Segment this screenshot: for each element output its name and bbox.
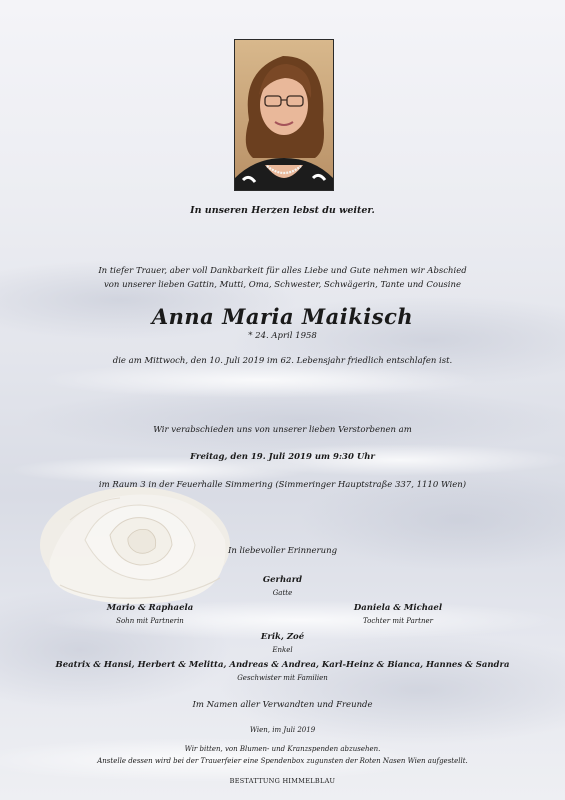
place-date: Wien, im Juli 2019	[249, 726, 316, 734]
son-name: Mario & Raphaela	[106, 603, 194, 613]
portrait-photo	[234, 39, 334, 191]
intro-line-1: In tiefer Trauer, aber voll Dankbarkeit für alles Liebe und Gute nehmen wir Abschied	[98, 266, 467, 276]
grandchildren-name: Erik, Zoé	[260, 632, 305, 642]
death-line: die am Mittwoch, den 10. Juli 2019 im 62. Lebensjahr friedlich entschlafen ist.	[112, 356, 453, 366]
siblings-role: Geschwister mit Familien	[237, 674, 328, 682]
husband-name: Gerhard	[262, 575, 303, 585]
birth-date: * 24. April 1958	[248, 331, 317, 341]
funeral-place: im Raum 3 in der Feuerhalle Simmering (Simmeringer Hauptstraße 337, 1110 Wien)	[98, 480, 467, 490]
siblings-name: Beatrix & Hansi, Herbert & Melitta, Andreas & Andrea, Karl-Heinz & Bianca, Hannes & Sandra	[55, 660, 510, 670]
farewell-intro: Wir verabschieden uns von unserer lieben Verstorbenen am	[153, 425, 412, 435]
relatives-line: Im Namen aller Verwandten und Freunde	[192, 700, 373, 710]
donation-line-1: Wir bitten, von Blumen- und Kranzspenden abzusehen.	[184, 745, 381, 753]
donation-line-2: Anstelle dessen wird bei der Trauerfeier eine Spendenbox zugunsten der Roten Nasen Wien aufgestellt.	[97, 757, 468, 765]
undertaker-stamp: BESTATTUNG HIMMELBLAU	[229, 777, 336, 785]
husband-role: Gatte	[272, 589, 293, 597]
daughter-name: Daniela & Michael	[353, 603, 443, 613]
daughter-role: Tochter mit Partner	[363, 617, 433, 625]
intro-line-2: von unserer lieben Gattin, Mutti, Oma, Schwester, Schwägerin, Tante und Cousine	[103, 280, 462, 290]
grandchildren-role: Enkel	[272, 646, 293, 654]
memory-heading: In liebevoller Erinnerung	[227, 546, 338, 556]
funeral-date: Freitag, den 19. Juli 2019 um 9:30 Uhr	[190, 452, 375, 462]
motto: In unseren Herzen lebst du weiter.	[190, 205, 375, 216]
son-role: Sohn mit Partnerin	[116, 617, 184, 625]
deceased-name: Anna Maria Maikisch	[151, 304, 414, 329]
